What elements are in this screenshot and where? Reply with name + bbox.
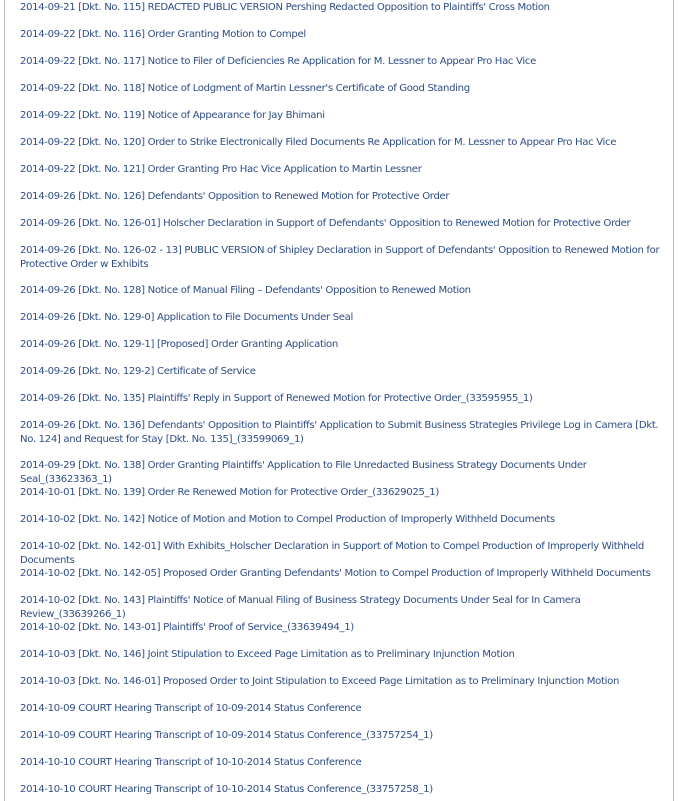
list-item — [20, 311, 666, 338]
document-link[interactable]: 2014-10-02 [Dkt. No. 142] Notice of Motion and Motion to Compel Production of Improperly Withheld Documents — [20, 514, 555, 525]
document-link[interactable]: 2014-10-10 COURT Hearing Transcript of 10-10-2014 Status Conference — [20, 757, 362, 768]
list-item — [20, 419, 666, 459]
list-item — [20, 567, 666, 594]
list-item — [20, 675, 666, 702]
document-link[interactable]: 2014-09-26 [Dkt. No. 129-0] Application to File Documents Under Seal — [20, 312, 353, 323]
document-link[interactable]: 2014-09-26 [Dkt. No. 129-1] [Proposed] Order Granting Application — [20, 339, 338, 350]
list-item — [20, 621, 666, 648]
list-item — [20, 392, 666, 419]
list-item — [20, 284, 666, 311]
document-link[interactable]: 2014-09-26 [Dkt. No. 135] Plaintiffs' Reply in Support of Renewed Motion for Protective Order_(33595955_1) — [20, 393, 533, 404]
document-link[interactable]: 2014-09-22 [Dkt. No. 121] Order Granting Pro Hac Vice Application to Martin Lessner — [20, 164, 422, 175]
list-item — [20, 648, 666, 675]
document-link[interactable]: 2014-09-22 [Dkt. No. 120] Order to Strike Electronically Filed Documents Re Application for M. Lessner to Appear Pro Hac Vice — [20, 137, 617, 148]
list-item — [20, 756, 666, 783]
list-item — [20, 540, 666, 567]
document-link[interactable]: 2014-09-26 [Dkt. No. 126] Defendants' Opposition to Renewed Motion for Protective Order — [20, 191, 450, 202]
document-link[interactable]: 2014-10-02 [Dkt. No. 143-01] Plaintiffs' Proof of Service_(33639494_1) — [20, 622, 354, 633]
document-link[interactable]: 2014-09-21 [Dkt. No. 115] REDACTED PUBLIC VERSION Pershing Redacted Opposition to Plaintiffs' Cross Motion — [20, 2, 550, 13]
list-item — [20, 109, 666, 136]
list-item — [20, 82, 666, 109]
list-item — [20, 486, 666, 513]
list-item — [20, 136, 666, 163]
document-link[interactable]: 2014-10-03 [Dkt. No. 146] Joint Stipulation to Exceed Page Limitation as to Preliminary Injunction Motion — [20, 649, 515, 660]
list-item — [20, 729, 666, 756]
document-link[interactable]: 2014-09-26 [Dkt. No. 128] Notice of Manual Filing – Defendants' Opposition to Renewed Motion — [20, 285, 471, 296]
document-link[interactable]: 2014-10-02 [Dkt. No. 142-05] Proposed Order Granting Defendants' Motion to Compel Production of Improperly Withheld Documents — [20, 568, 651, 579]
list-item — [20, 217, 666, 244]
document-link[interactable]: 2014-10-09 COURT Hearing Transcript of 10-09-2014 Status Conference_(33757254_1) — [20, 730, 433, 741]
list-item — [20, 163, 666, 190]
document-link[interactable]: 2014-10-10 COURT Hearing Transcript of 10-10-2014 Status Conference_(33757258_1) — [20, 784, 433, 795]
document-link[interactable]: 2014-10-03 [Dkt. No. 146-01] Proposed Order to Joint Stipulation to Exceed Page Limitation as to Preliminary Injunction Motion — [20, 676, 620, 687]
list-item — [20, 783, 666, 801]
document-link-list — [5, 1, 666, 801]
document-list-panel — [4, 0, 674, 801]
document-link[interactable]: 2014-09-22 [Dkt. No. 118] Notice of Lodgment of Martin Lessner's Certificate of Good Standing — [20, 83, 470, 94]
document-link[interactable]: 2014-10-01 [Dkt. No. 139] Order Re Renewed Motion for Protective Order_(33629025_1) — [20, 487, 439, 498]
list-item — [20, 1, 666, 28]
list-item — [20, 190, 666, 217]
list-item — [20, 244, 666, 284]
list-item — [20, 459, 666, 486]
list-item — [20, 702, 666, 729]
document-link[interactable]: 2014-09-22 [Dkt. No. 117] Notice to Filer of Deficiencies Re Application for M. Lessner to Appear Pro Hac Vice — [20, 56, 536, 67]
list-item — [20, 55, 666, 82]
document-link[interactable]: 2014-09-22 [Dkt. No. 119] Notice of Appearance for Jay Bhimani — [20, 110, 325, 121]
list-item — [20, 338, 666, 365]
document-link[interactable]: 2014-10-02 [Dkt. No. 142-01] With Exhibits_Holscher Declaration in Support of Motion to Compel Production of Improperly Withheld Documents — [20, 541, 644, 566]
list-item — [20, 594, 666, 621]
document-link[interactable]: 2014-09-26 [Dkt. No. 136] Defendants' Opposition to Plaintiffs' Application to Submit Business Strategies Privilege Log in Camera [Dkt. No. 124] and Request for Stay [Dkt. No. 135]_(33599069_1) — [20, 420, 659, 445]
list-item — [20, 513, 666, 540]
document-link[interactable]: 2014-10-02 [Dkt. No. 143] Plaintiffs' Notice of Manual Filing of Business Strategy Documents Under Seal for In Camera Review_(33639266_1) — [20, 595, 581, 620]
document-link[interactable]: 2014-09-26 [Dkt. No. 126-02 - 13] PUBLIC VERSION of Shipley Declaration in Support of Defendants' Opposition to Renewed Motion for Protective Order w Exhibits — [20, 245, 660, 270]
list-item — [20, 28, 666, 55]
document-link[interactable]: 2014-09-26 [Dkt. No. 129-2] Certificate of Service — [20, 366, 256, 377]
document-link[interactable]: 2014-09-22 [Dkt. No. 116] Order Granting Motion to Compel — [20, 29, 306, 40]
document-link[interactable]: 2014-10-09 COURT Hearing Transcript of 10-09-2014 Status Conference — [20, 703, 362, 714]
document-link[interactable]: 2014-09-26 [Dkt. No. 126-01] Holscher Declaration in Support of Defendants' Opposition to Renewed Motion for Protective Order — [20, 218, 631, 229]
document-link[interactable]: 2014-09-29 [Dkt. No. 138] Order Granting Plaintiffs' Application to File Unredacted Business Strategy Documents Under Seal_(33623363_1) — [20, 460, 587, 485]
list-item — [20, 365, 666, 392]
